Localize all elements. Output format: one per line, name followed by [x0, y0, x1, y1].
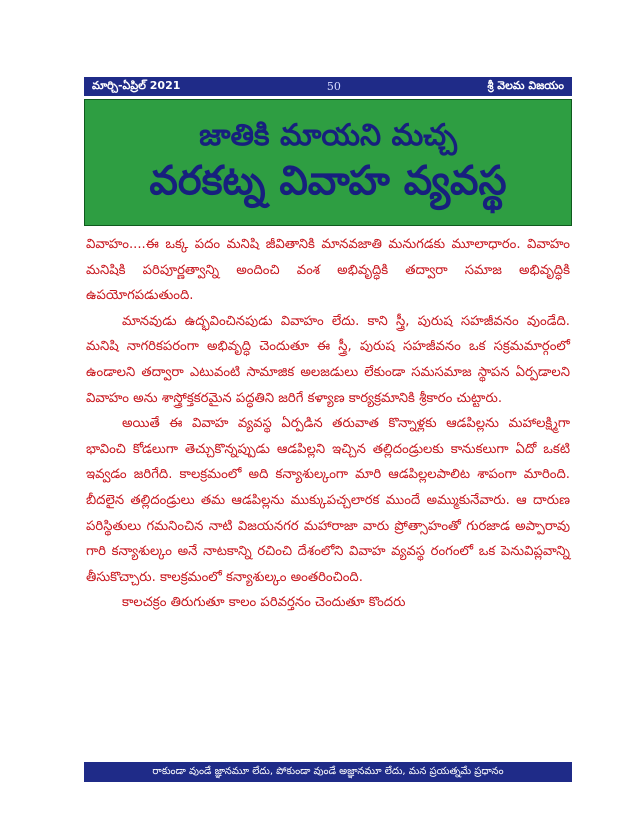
- article-paragraph-3: అయితే ఈ వివాహ వ్యవస్థ ఏర్పడిన తరువాత కొన్నాళ్లకు ఆడపిల్లను మహాలక్ష్మిగా భావించి కోడలుగా తెచ్చుకొన్నప్పుడు ఆడపిల్లని ఇచ్చిన తల్లిదండ్రులకు కానుకలుగా ఏదో ఒకటి ఇవ్వడం జరిగేది. కాలక్రమంలో అది కన్యాశుల్కంగా మారి ఆడపిల్లలపాలిట శాపంగా మారింది. బీదలైన తల్లిదండ్రులు తమ ఆడపిల్లను ముక్కుపచ్చలారక ముందే అమ్ముకునేవారు. ఆ దారుణ పరిస్థితులు గమనించిన నాటి విజయనగర మహారాజా వారు ప్రోత్సాహంతో గురజాడ అప్పారావు గారి కన్యాశుల్కం అనే నాటకాన్ని రచించి దేశంలోని వివాహ వ్యవస్థ రంగంలో ఒక పెనువిప్లవాన్ని తీసుకొచ్చారు. కాలక్రమంలో కన్యాశుల్కం అంతరించింది.: [86, 416, 570, 585]
- article-title-line-1: జాతికి మాయని మచ్చ: [199, 117, 457, 153]
- article-paragraph-1: వివాహం....ఈ ఒక్క పదం మనిషి జీవితానికి మానవజాతి మనుగడకు మూలాధారం. వివాహం మనిషికి పరిపూర్ణత్వాన్ని అందించి వంశ అభివృద్ధికి తద్వారా సమాజ అభివృద్ధికి ఉపయోగపడుతుంది.: [86, 237, 570, 304]
- page-number: 50: [326, 80, 341, 93]
- page-header: [84, 77, 572, 96]
- magazine-name: శ్రీ వెలమ విజయం: [487, 78, 564, 92]
- article-title-line-2: వరకట్న వివాహ వ్యవస్థ: [149, 157, 507, 204]
- article-paragraph-4: కాలచక్రం తిరుగుతూ కాలం పరివర్తనం చెందుతూ కొందరు: [122, 595, 406, 611]
- article-title-box: [84, 99, 572, 226]
- issue-date: మార్చి-ఏప్రిల్ 2021: [92, 78, 181, 92]
- page-footer: [84, 762, 572, 782]
- article-body: [86, 232, 570, 616]
- article-paragraph-2: మానవుడు ఉద్భవించినపుడు వివాహం లేదు. కాని స్త్రీ, పురుష సహజీవనం వుండేది. మనిషి నాగరికపరంగా అభివృద్ధి చెందుతూ ఈ స్త్రీ, పురుష సహజీవనం ఒక సక్రమమార్గంలో ఉండాలని తద్వారా ఎటువంటి సామాజిక అలజడులు లేకుండా సమసమాజ స్థాపన ఏర్పడాలని వివాహం అను శాస్త్రోక్తకరమైన పద్ధతిని జరిగే కళ్యాణ కార్యక్రమానికి శ్రీకారం చుట్టారు.: [86, 313, 570, 406]
- footer-motto: రాకుండా వుండే జ్ఞానమూ లేదు, పోకుండా వుండే అజ్ఞానమూ లేదు, మన ప్రయత్నమే ప్రధానం: [152, 766, 504, 777]
